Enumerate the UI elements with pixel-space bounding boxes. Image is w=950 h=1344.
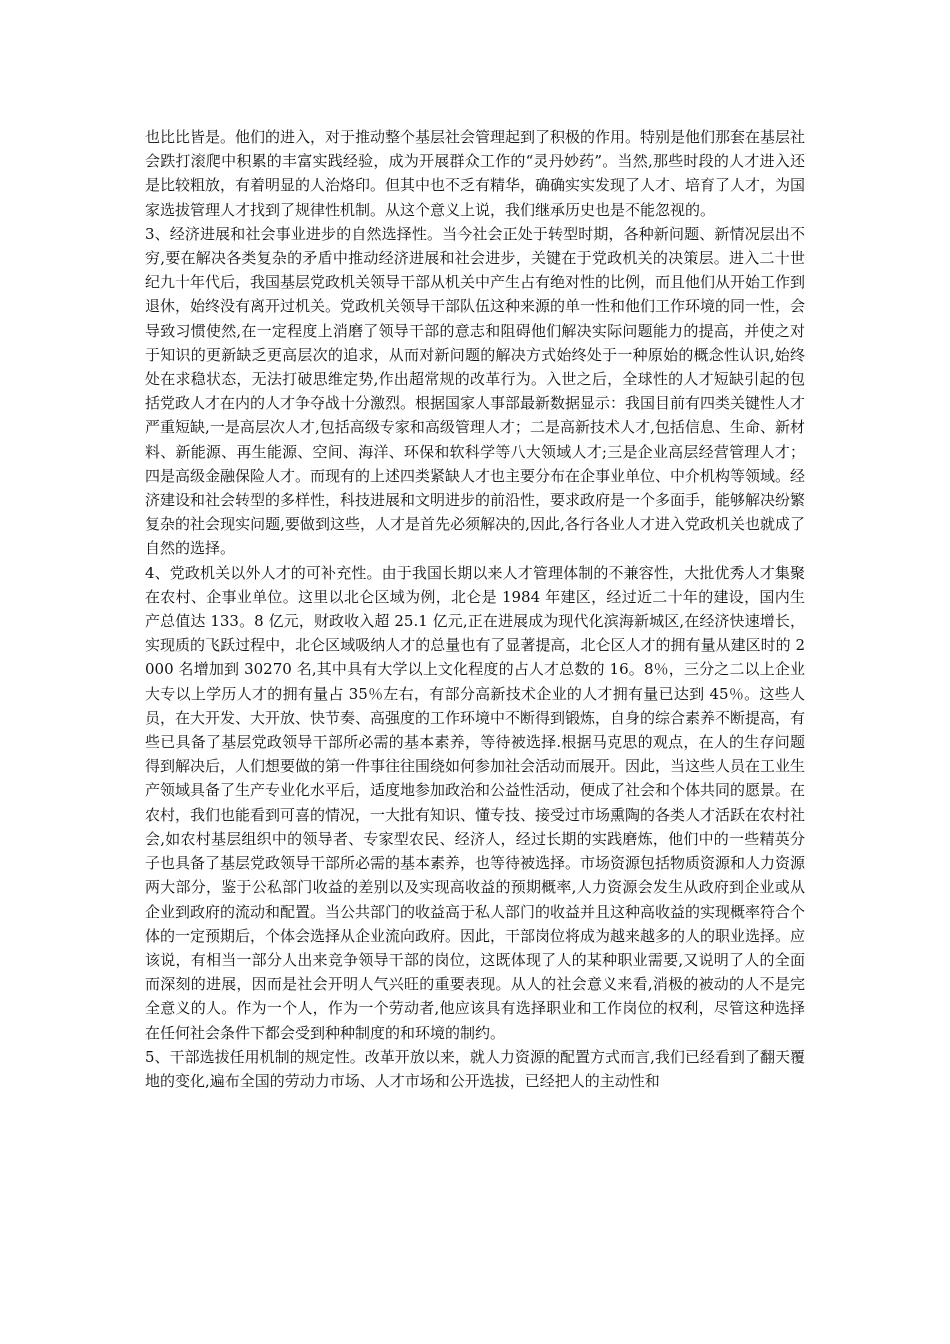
paragraph-continuation: 也比比皆是。他们的进入，对于推动整个基层社会管理起到了积极的作用。特别是他们那套在基层社会跌打滚爬中积累的丰富实践经验，成为开展群众工作的“灵丹妙药”。当然,那些时段的人才进入还是比较粗放，有着明显的人治烙印。但其中也不乏有精华，确确实实发现了人才、培育了人才，为国家选拔管理人才找到了规律性机制。从这个意义上说，我们继承历史也是不能忽视的。	[145, 128, 806, 219]
paragraph-section-5: 5、干部选拔任用机制的规定性。改革开放以来，就人力资源的配置方式而言,我们已经看到了翻天覆地的变化,遍布全国的劳动力市场、人才市场和公开选拔，已经把人的主动性和	[145, 1047, 805, 1090]
paragraph-section-3: 3、经济进展和社会事业进步的自然选择性。当今社会正处于转型时期，各种新问题、新情况层出不穷,要在解决各类复杂的矛盾中推动经济进展和社会进步，关键在于党政机关的决策层。进入二十世纪九十年代后，我国基层党政机关领导干部从机关中产生占有绝对性的比例，而且他们从开始工作到退休，始终没有离开过机关。党政机关领导干部队伍这种来源的单一性和他们工作环境的同一性，会导致习惯使然,在一定程度上消磨了领导干部的意志和阻碍他们解决实际问题能力的提高，并使之对于知识的更新缺乏更高层次的追求，从而对新问题的解决方式始终处于一种原始的概念性认识,始终处在求稳状态，无法打破思维定势,作出超常规的改革行为。入世之后，全球性的人才短缺引起的包括党政人才在内的人才争夺战十分激烈。根据国家人事部最新数据显示：我国目前有四类关键性人才严重短缺,一是高层次人才,包括高级专家和高级管理人才；二是高新技术人才,包括信息、生命、新材料、新能源、再生能源、空间、海洋、环保和软科学等八大领域人才;三是企业高层经营管理人才；四是高级金融保险人才。而现有的上述四类紧缺人才也主要分布在企事业单位、中介机构等领域。经济建设和社会转型的多样性，科技进展和文明进步的前沿性，要求政府是一个多面手，能够解决纷繁复杂的社会现实问题,要做到这些，人才是首先必须解决的,因此,各行各业人才进入党政机关也就成了自然的选择。	[145, 224, 806, 558]
document-body	[145, 125, 805, 1093]
paragraph-section-4: 4、党政机关以外人才的可补充性。由于我国长期以来人才管理体制的不兼容性，大批优秀人才集聚在农村、企事业单位。这里以北仑区域为例，北仑是 1984 年建区，经过近二十年的建设，国内生产总值达 133。8 亿元，财政收入超 25.1 亿元,正在进展成为现代化滨海新城区,在经济快速增长，实现质的飞跃过程中，北仑区域吸纳人才的总量也有了显著提高，北仑区人才的拥有量从建区时的 2000 名增加到 30270 名,其中具有大学以上文化程度的占人才总数的 16。8％，三分之二以上企业大专以上学历人才的拥有量占 35％左右，有部分高新技术企业的人才拥有量已达到 45％。这些人员，在大开发、大开放、快节奏、高强度的工作环境中不断得到锻炼，自身的综合素养不断提高，有些已具备了基层党政领导干部所必需的基本素养，等待被选择.根据马克思的观点，在人的生存问题得到解决后，人们想要做的第一件事往往围绕如何参加社会活动而展开。因此，当这些人员在工业生产领域具备了生产专业化水平后，适度地参加政治和公益性活动，便成了社会和个体共同的愿景。在农村，我们也能看到可喜的情况，一大批有知识、懂专技、接受过市场熏陶的各类人才活跃在农村社会,如农村基层组织中的领导者、专家型农民、经济人，经过长期的实践磨炼，他们中的一些精英分子也具备了基层党政领导干部所必需的基本素养，也等待被选择。市场资源包括物质资源和人力资源两大部分，鉴于公私部门收益的差别以及实现高收益的预期概率,人力资源会发生从政府到企业或从企业到政府的流动和配置。当公共部门的收益高于私人部门的收益并且这种高收益的实现概率符合个体的一定预期后，个体会选择从企业流向政府。因此，干部岗位将成为越来越多的人的职业选择。应该说，有相当一部分人出来竞争领导干部的岗位，这既体现了人的某种职业需要,又说明了人的全面而深刻的进展，因而是社会开明人气兴旺的重要表现。从人的社会意义来看,消极的被动的人不是完全意义的人。作为一个人，作为一个劳动者,他应该具有选择职业和工作岗位的权利，尽管这种选择在任何社会条件下都会受到种种制度的和环境的制约。	[145, 563, 806, 1042]
